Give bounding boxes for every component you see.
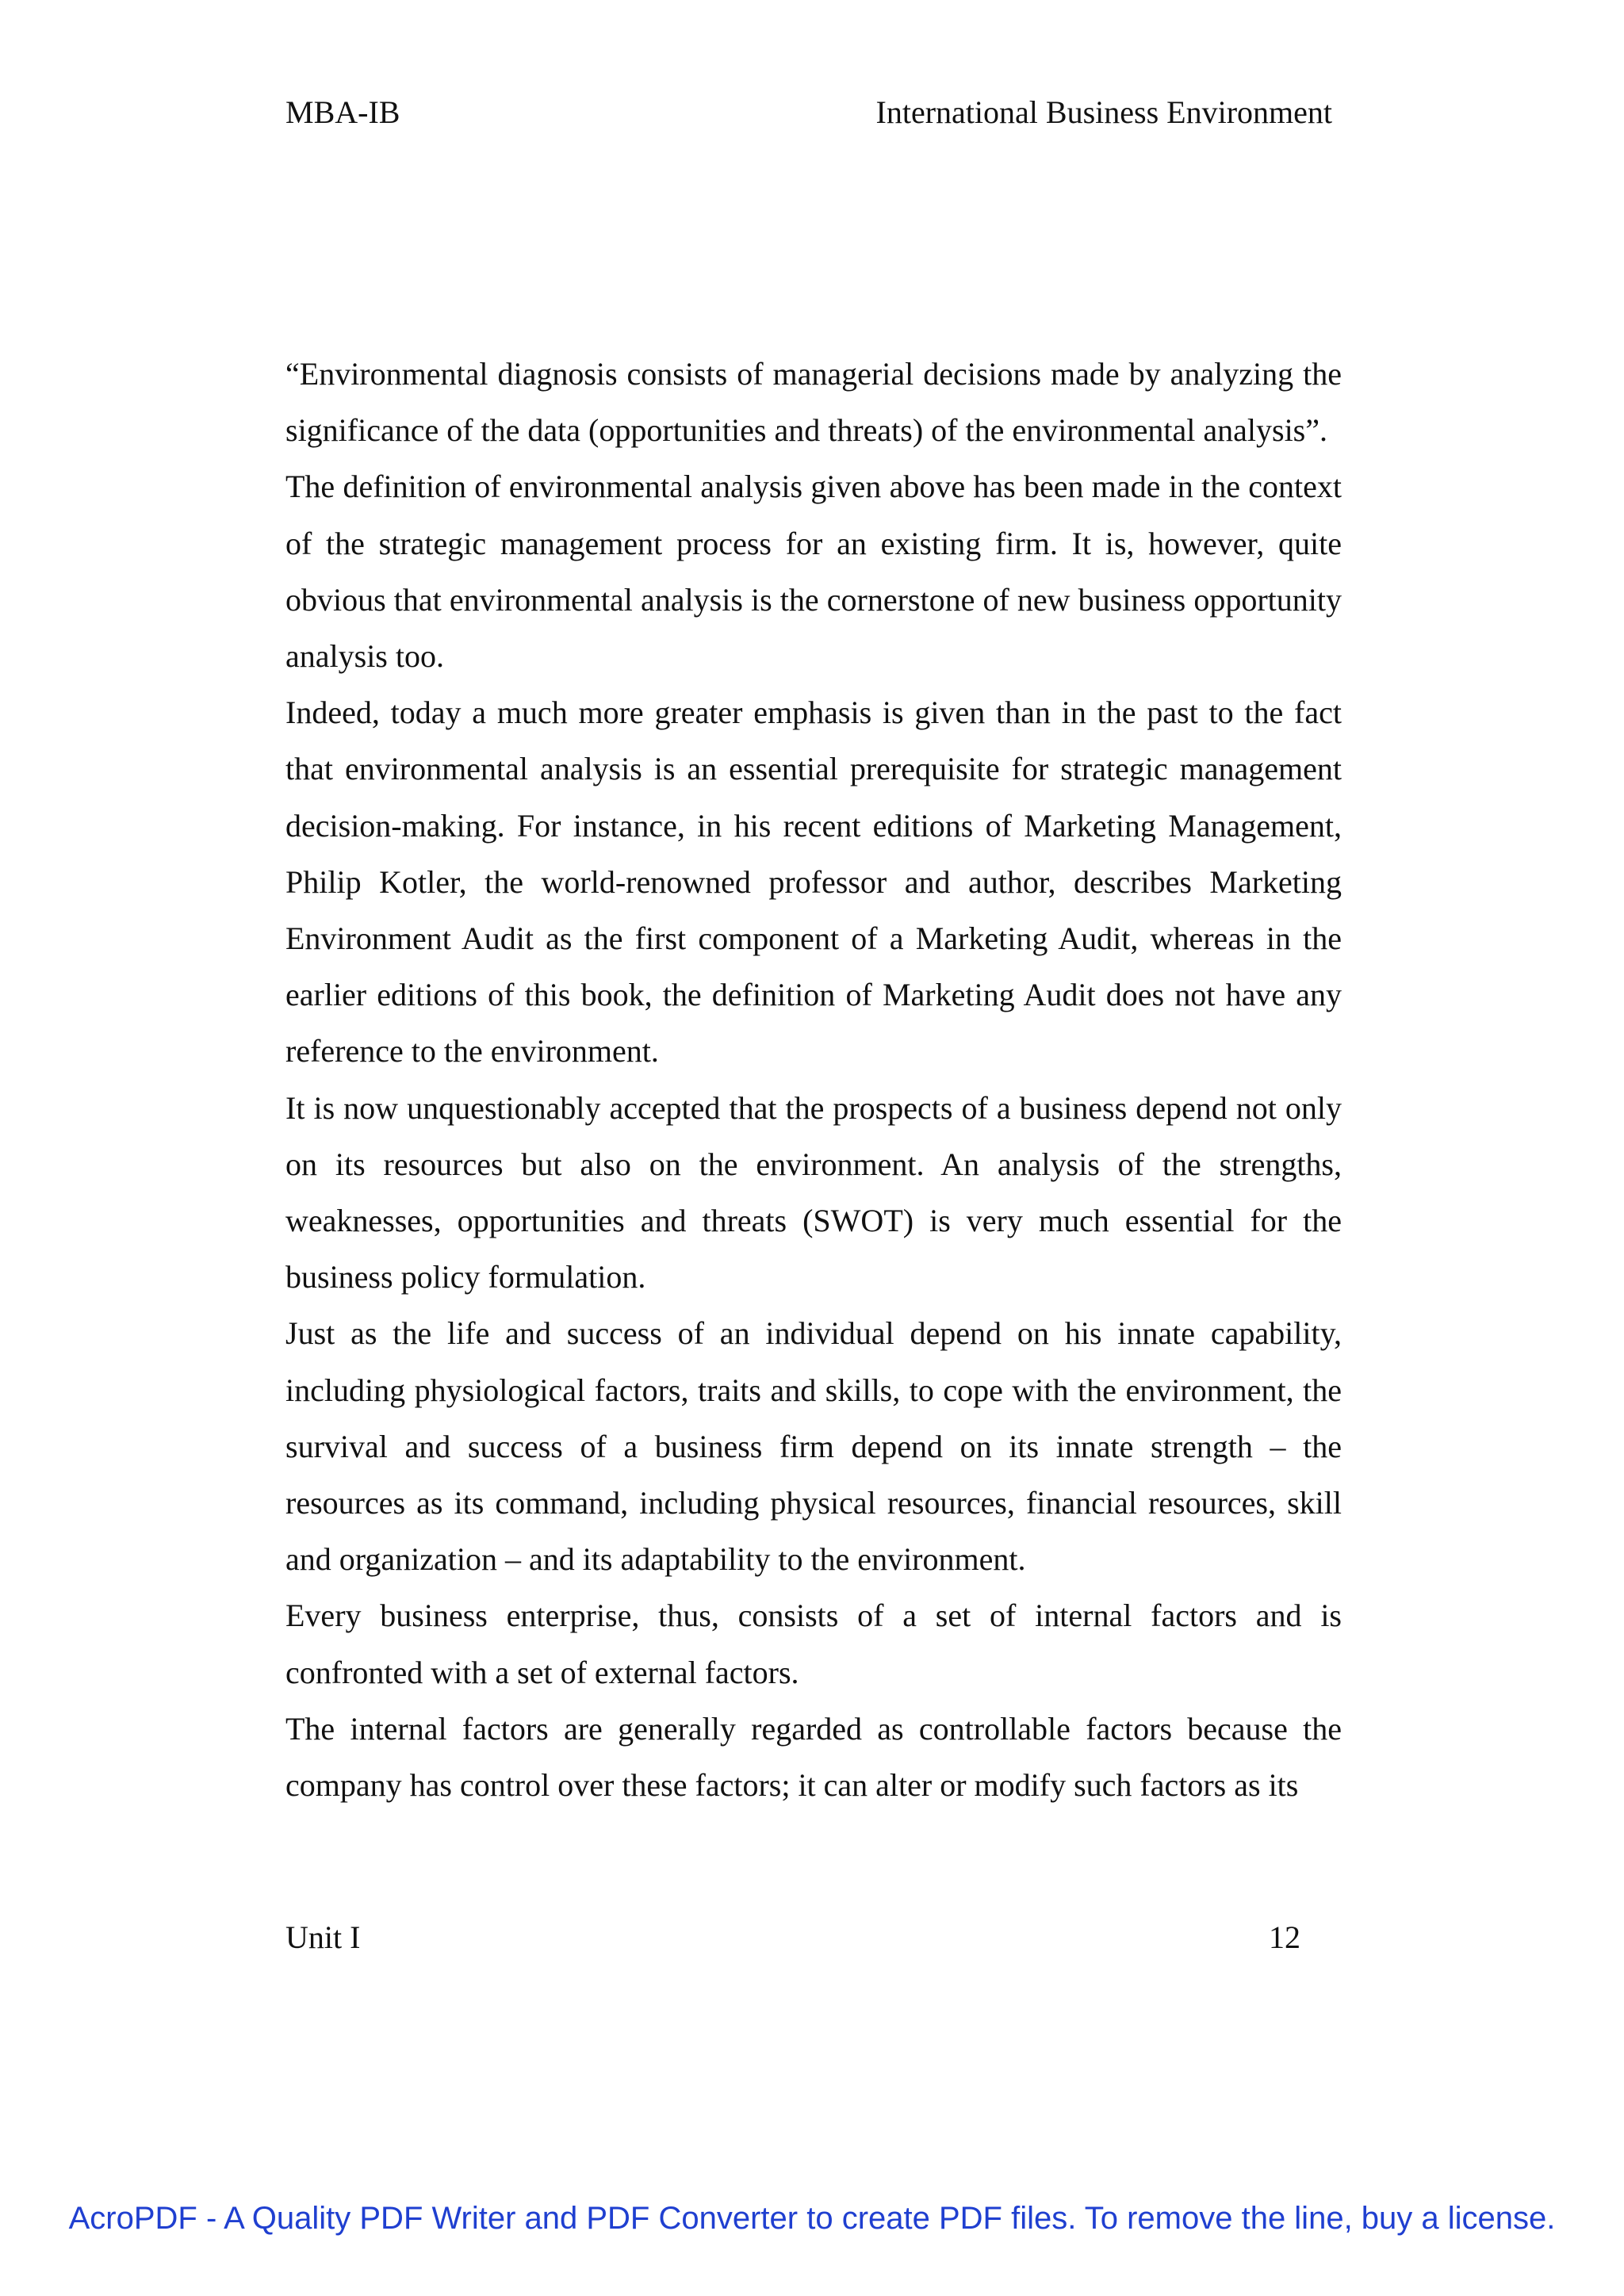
running-header-title: International Business Environment xyxy=(875,94,1332,130)
footer-unit: Unit I xyxy=(285,1919,361,1955)
paragraph-3: Indeed, today a much more greater emphasis is given than in the past to the fact that environmental analysis is an essential prerequisite for strategic management decision-making. For instance, in his recent editions of Marketing Management, Philip Kotler, the world-renowned professor and author, describes Marketing Environment Audit as the first component of a Marketing Audit, whereas in the earlier editions of this book, the definition of Marketing Audit does not have any reference to the environment. xyxy=(285,695,1342,1070)
running-header-course: MBA-IB xyxy=(285,94,400,130)
paragraph-4: It is now unquestionably accepted that the prospects of a business depend not only on its resources but also on the environment. An analysis of the strengths, weaknesses, opportunities and threats (SWOT) is very much essential for the business policy formulation. xyxy=(285,1089,1342,1295)
paragraph-6: Every business enterprise, thus, consists of a set of internal factors and is confronted with a set of external factors. xyxy=(285,1598,1342,1690)
paragraph-1: “Environmental diagnosis consists of managerial decisions made by analyzing the significance of the data (opportunities and threats) of the environmental analysis”. xyxy=(285,356,1342,449)
page-number: 12 xyxy=(1269,1919,1300,1955)
body-text xyxy=(285,346,1342,1813)
acropdf-watermark: AcroPDF - A Quality PDF Writer and PDF Converter to create PDF files. To remove the line, buy a license. xyxy=(68,2201,1556,2236)
paragraph-2: The definition of environmental analysis given above has been made in the context of the strategic management process for an existing firm. It is, however, quite obvious that environmental analysis is the cornerstone of new business opportunity analysis too. xyxy=(285,469,1342,675)
paragraph-7: The internal factors are generally regarded as controllable factors because the company has control over these factors; it can alter or modify such factors as its xyxy=(285,1710,1342,1804)
paragraph-5: Just as the life and success of an individual depend on his innate capability, including physiological factors, traits and skills, to cope with the environment, the survival and success of a business firm depend on its innate strength – the resources as its command, including physical resources, financial resources, skill and organization – and its adaptability to the environment. xyxy=(285,1315,1342,1578)
